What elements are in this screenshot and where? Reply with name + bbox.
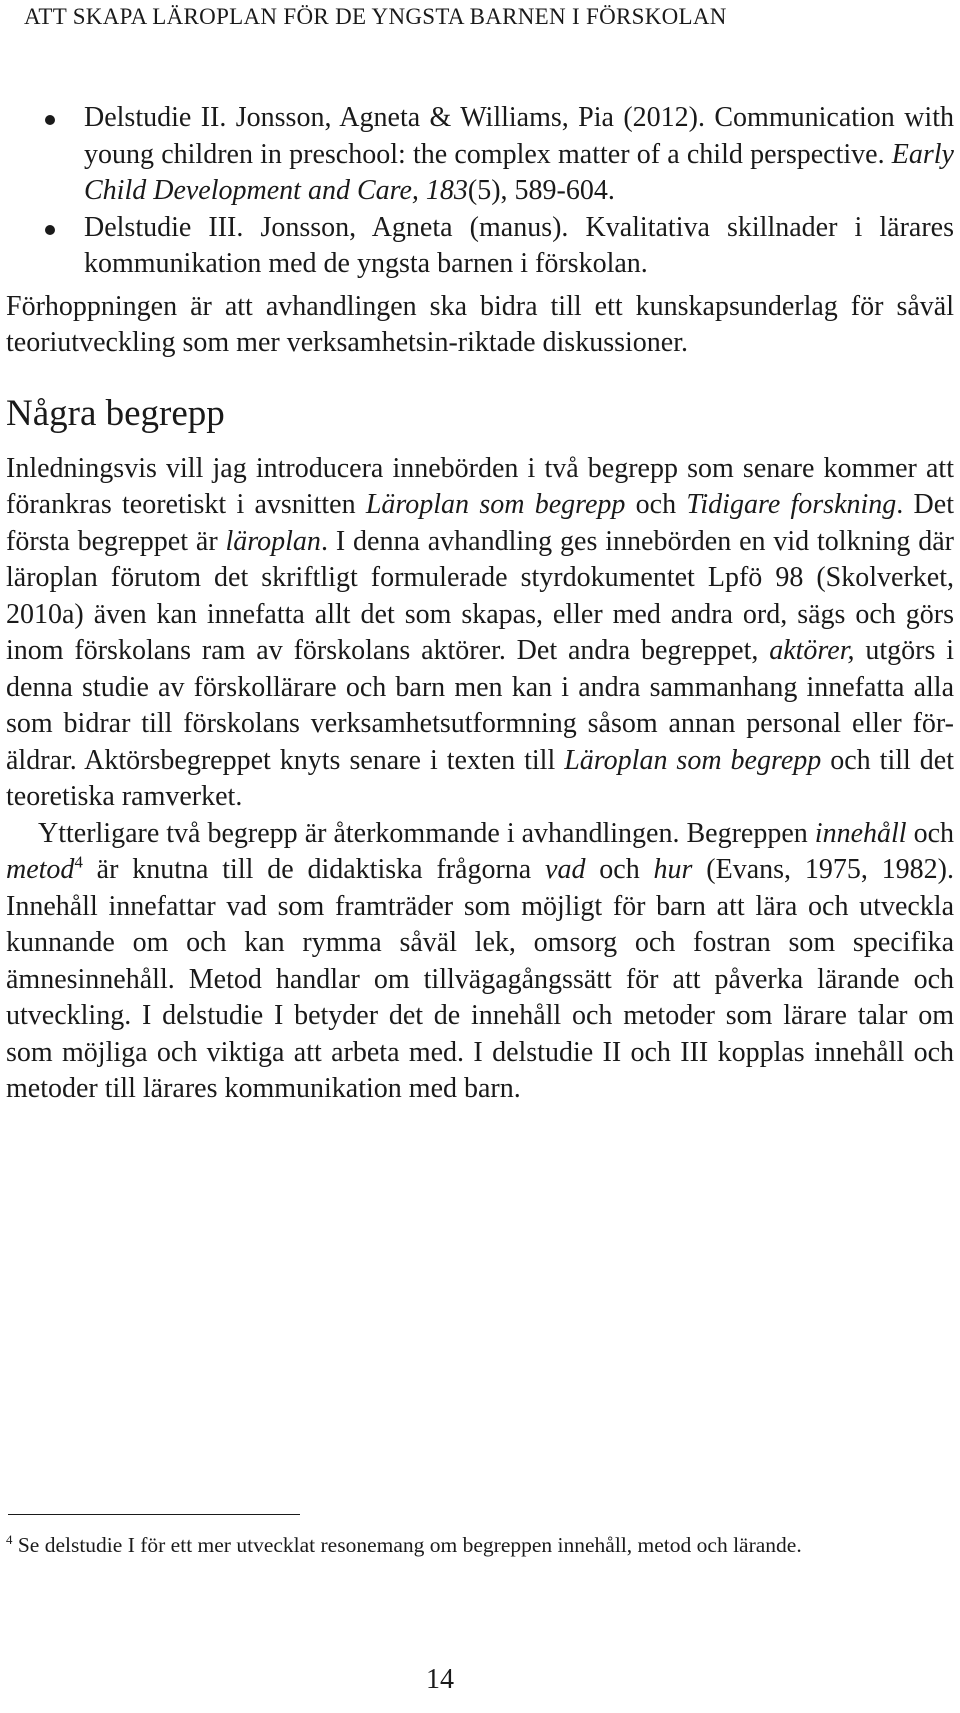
italic-term: innehåll xyxy=(814,817,907,849)
paragraph-content-method xyxy=(6,816,954,1108)
list-item-text: Delstudie III. Jonsson, Agneta (manus). Kvalitativa skillnader i lärares kommunikation med de yngsta barnen i förskolan. xyxy=(84,211,954,279)
footnote-marker: 4 xyxy=(6,1532,13,1547)
italic-term: hur xyxy=(653,854,693,885)
text-run: . Det första begreppet är xyxy=(6,489,954,557)
list-item xyxy=(6,100,954,210)
section-heading: Några begrepp xyxy=(6,392,225,434)
italic-term: läroplan xyxy=(225,525,321,557)
text-run: är knutna till de didaktiska frågorna xyxy=(82,854,546,885)
footnote-divider xyxy=(8,1514,300,1515)
bullet-icon xyxy=(45,115,55,125)
running-header: ATT SKAPA LÄROPLAN FÖR DE YNGSTA BARNEN I FÖRSKOLAN xyxy=(24,4,727,29)
footnote xyxy=(6,1530,954,1561)
text-run: och xyxy=(625,489,687,520)
text-run: och till det teoretiska ramverket. xyxy=(6,744,954,812)
text-run: Inledningsvis vill jag introducera innebörden i två begrepp som senare kommer att förankras teoretiskt i avsnitten xyxy=(6,452,954,520)
page-body xyxy=(6,100,954,1108)
italic-term: Läroplan som begrepp xyxy=(564,744,822,776)
text-run: . I denna avhandling ges innebörden en vid tolkning där läroplan förutom det skriftligt formulerade styrdokumentet Lpfö 98 (Skolverket, 2010a) även kan innefatta allt det som skapas, eller med andra ord, sägs och görs inom förskolans ram av förskolans aktörer. Det andra begreppet, xyxy=(6,525,954,666)
italic-term: metod xyxy=(6,854,75,885)
intro-paragraph: Förhoppningen är att avhandlingen ska bidra till ett kunskapsunderlag för såväl teoriutveckling som mer verksamhetsin-riktade diskussioner. xyxy=(6,290,954,358)
italic-term: Tidigare forskning xyxy=(686,489,897,520)
text-run: Ytterligare två begrepp är återkommande i avhandlingen. Begreppen xyxy=(38,817,815,849)
italic-term: vad xyxy=(545,854,586,885)
list-item xyxy=(6,210,954,283)
paragraph-concepts xyxy=(6,451,954,816)
italic-term: Läroplan som begrepp xyxy=(365,489,626,520)
text-run: och xyxy=(906,817,955,849)
page-number: 14 xyxy=(426,1664,454,1695)
text-run: utgörs i denna studie av förskollärare och barn men kan i andra sammanhang innefatta alla som bidrar till förskolans verksamhetsutformning såsom annan personal eller för-äldrar. Aktörsbegreppet knyts senare i texten till xyxy=(6,635,954,776)
journal-title: Early Child Development and Care, 183 xyxy=(84,138,954,206)
substudy-list xyxy=(6,100,954,283)
footnote-reference: 4 xyxy=(74,852,83,872)
bullet-icon xyxy=(45,225,55,235)
text-run: och xyxy=(585,854,654,885)
italic-term: aktörer, xyxy=(769,635,855,666)
citation-tail: (5), 589-604. xyxy=(467,175,615,206)
footnote-text: Se delstudie I för ett mer utvecklat resonemang om begreppen innehåll, metod och lärande. xyxy=(12,1533,802,1557)
text-run: (Evans, 1975, 1982). Innehåll innefattar vad som framträder som möjligt för barn att lära och utveckla kunnande om och kan rymma såväl lek, omsorg och fostran som specifika ämnesinnehåll. Metod handlar om tillvägagångssätt för att påverka lärande och utveckling. I delstudie I betyder det de innehåll och metoder som lärare talar om som möjliga och viktiga att arbeta med. I delstudie II och III kopplas innehåll och metoder till lärares kommunikation med barn. xyxy=(6,854,955,1104)
list-item-text: Delstudie II. Jonsson, Agneta & Williams, Pia (2012). Communication with young children in preschool: the complex matter of a child perspective. xyxy=(84,102,954,170)
